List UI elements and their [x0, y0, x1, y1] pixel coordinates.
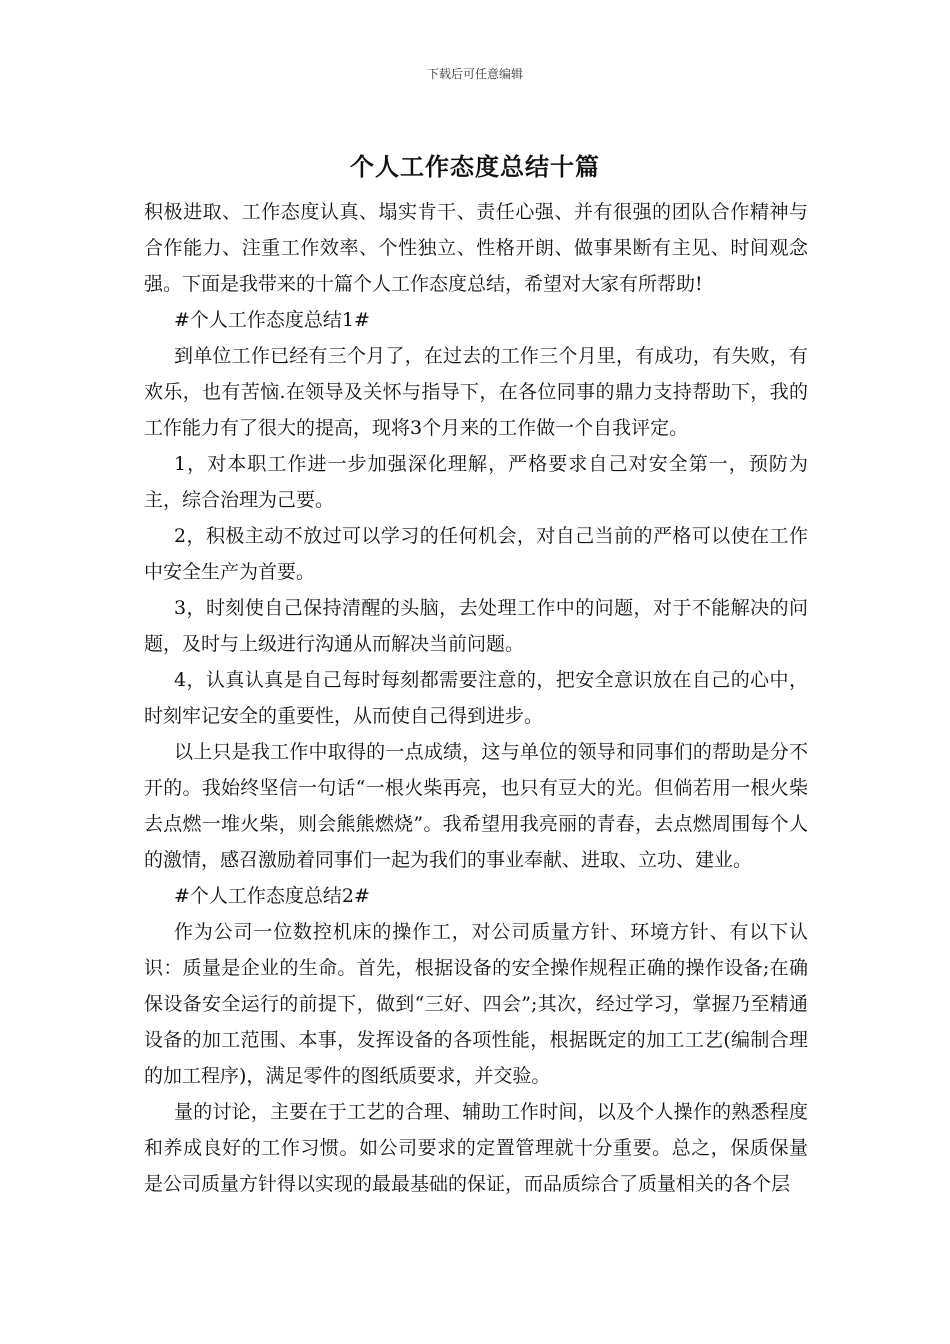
header-note: 下载后可任意编辑	[426, 67, 523, 81]
list-item: 3，时刻使自己保持清醒的头脑，去处理工作中的问题，对于不能解决的问题，及时与上级进行沟通从而解决当前问题。	[144, 597, 808, 655]
document-body	[144, 194, 808, 1202]
list-item: 1，对本职工作进一步加强深化理解，严格要求自己对安全第一，预防为主，综合治理为己要。	[144, 453, 808, 511]
paragraph: 以上只是我工作中取得的一点成绩，这与单位的领导和同事们的帮助是分不开的。我始终坚信一句话“一根火柴再亮，也只有豆大的光。但倘若用一根火柴去点燃一堆火柴，则会熊熊燃烧”。我希望用我亮丽的青春，去点燃周围每个人的激情，感召激励着同事们一起为我们的事业奉献、进取、立功、建业。	[144, 741, 808, 871]
list-item: 2，积极主动不放过可以学习的任何机会，对自己当前的严格可以使在工作中安全生产为首要。	[144, 525, 808, 583]
paragraph: 积极进取、工作态度认真、塌实肯干、责任心强、并有很强的团队合作精神与合作能力、注重工作效率、个性独立、性格开朗、做事果断有主见、时间观念强。下面是我带来的十篇个人工作态度总结，希望对大家有所帮助!	[144, 201, 808, 295]
paragraph: 到单位工作已经有三个月了，在过去的工作三个月里，有成功，有失败，有欢乐，也有苦恼.在领导及关怀与指导下，在各位同事的鼎力支持帮助下，我的工作能力有了很大的提高，现将3个月来的工作做一个自我评定。	[144, 345, 808, 439]
paragraph: 量的讨论，主要在于工艺的合理、辅助工作时间，以及个人操作的熟悉程度和养成良好的工作习惯。如公司要求的定置管理就十分重要。总之，保质保量是公司质量方针得以实现的最最基础的保证，而品质综合了质量相关的各个层	[144, 1101, 808, 1195]
section-heading: #个人工作态度总结2#	[174, 885, 370, 907]
document-title: 个人工作态度总结十篇	[350, 152, 600, 181]
section-heading: #个人工作态度总结1#	[174, 309, 370, 331]
paragraph: 作为公司一位数控机床的操作工，对公司质量方针、环境方针、有以下认识：质量是企业的生命。首先，根据设备的安全操作规程正确的操作设备;在确保设备安全运行的前提下，做到“三好、四会”;其次，经过学习，掌握乃至精通设备的加工范围、本事，发挥设备的各项性能，根据既定的加工工艺(编制合理的加工程序)，满足零件的图纸质要求，并交验。	[144, 921, 808, 1087]
list-item: 4，认真认真是自己每时每刻都需要注意的，把安全意识放在自己的心中，时刻牢记安全的重要性，从而使自己得到进步。	[144, 669, 808, 727]
